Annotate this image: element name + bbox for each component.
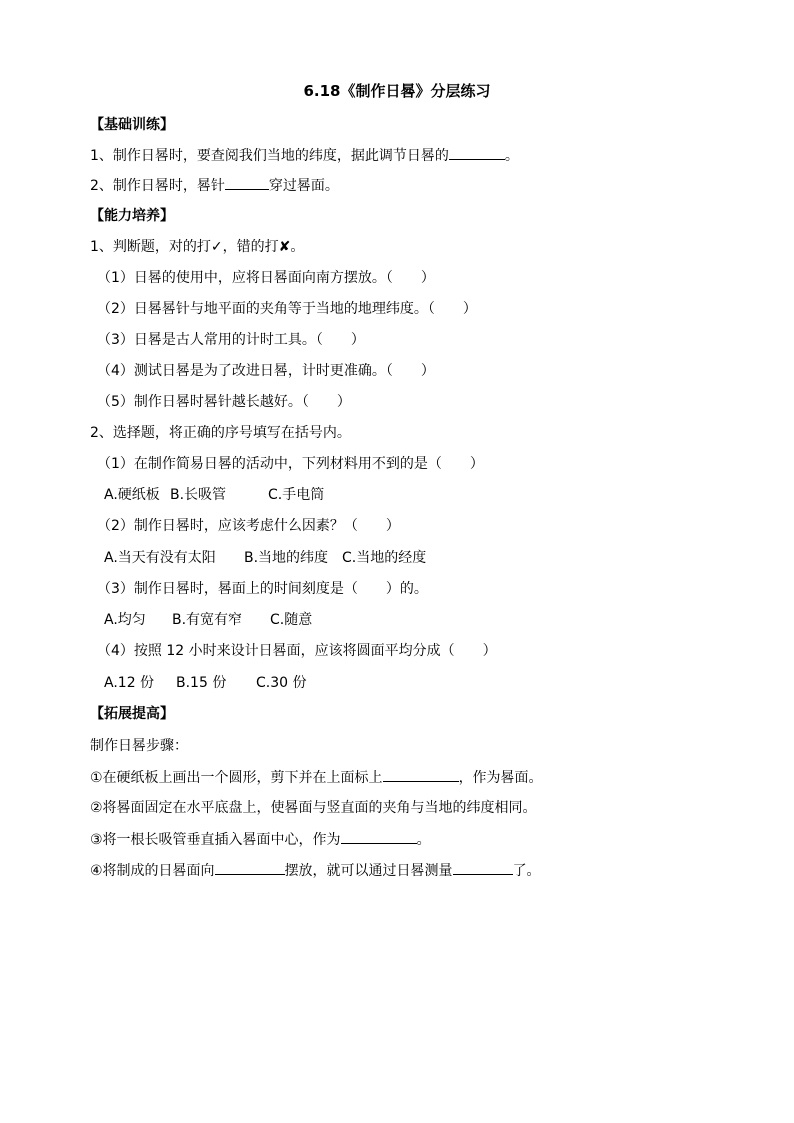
- mc-option: C.30 份: [256, 675, 307, 691]
- true-false-item: （1）日晷的使用中，应将日晷面向南方摆放。（ ）: [97, 270, 435, 286]
- steps-intro: 制作日晷步骤：: [90, 738, 188, 754]
- page-title: 6.18《制作日晷》分层练习: [303, 82, 491, 100]
- mc-option: B.当地的纬度: [244, 550, 329, 566]
- mc-option: B.15 份: [176, 675, 227, 691]
- answer-blank[interactable]: [453, 860, 513, 875]
- step-2: ②将晷面固定在水平底盘上，使晷面与竖直面的夹角与当地的纬度相同。: [90, 800, 537, 816]
- multiple-choice-title: 2、选择题，将正确的序号填写在括号内。: [90, 425, 351, 441]
- mc-options: [104, 610, 312, 630]
- answer-blank[interactable]: [215, 860, 285, 875]
- mc-option: A.均匀: [104, 612, 146, 628]
- mc-option: C.随意: [270, 612, 313, 628]
- mc-option: A.当天有没有太阳: [104, 550, 216, 566]
- mc-question: （3）制作日晷时，晷面上的时间刻度是（ ）的。: [97, 581, 428, 597]
- true-false-item: （3）日晷是古人常用的计时工具。（ ）: [97, 332, 365, 348]
- step-1: ①在硬纸板上画出一个圆形，剪下并在上面标上 ，作为晷面。: [90, 767, 543, 788]
- answer-blank[interactable]: [341, 829, 417, 844]
- true-false-title: 1、判断题，对的打✓，错的打✘。: [90, 239, 305, 255]
- answer-blank[interactable]: [383, 767, 459, 782]
- mc-option: C.当地的经度: [342, 550, 427, 566]
- section-heading-ability: 【能力培养】: [90, 208, 174, 224]
- mc-option: A.硬纸板: [104, 487, 160, 503]
- answer-blank[interactable]: [449, 145, 505, 160]
- true-false-item: （5）制作日晷时晷针越长越好。（ ）: [97, 394, 351, 410]
- answer-blank[interactable]: [225, 175, 269, 190]
- step-4: ④将制成的日晷面向 摆放，就可以通过日晷测量 了。: [90, 860, 541, 881]
- mc-options: [104, 673, 307, 693]
- mc-option: A.12 份: [104, 675, 155, 691]
- mc-question: （2）制作日晷时，应该考虑什么因素？（ ）: [97, 518, 400, 534]
- mc-options: [104, 485, 324, 505]
- section-heading-basic: 【基础训练】: [90, 117, 174, 133]
- true-false-item: （4）测试日晷是为了改进日晷，计时更准确。（ ）: [97, 363, 435, 379]
- step-3: ③将一根长吸管垂直插入晷面中心，作为 。: [90, 829, 431, 850]
- mc-option: C.手电筒: [268, 487, 325, 503]
- true-false-item: （2）日晷晷针与地平面的夹角等于当地的地理纬度。（ ）: [97, 301, 477, 317]
- mc-options: [104, 548, 426, 568]
- section-heading-extend: 【拓展提高】: [90, 706, 174, 722]
- basic-question-1: 1、制作日晷时，要查阅我们当地的纬度，据此调节日晷的 。: [90, 145, 519, 166]
- mc-question: （4）按照 12 小时来设计日晷面，应该将圆面平均分成（ ）: [97, 643, 497, 659]
- basic-question-2: 2、制作日晷时，晷针 穿过晷面。: [90, 175, 339, 196]
- mc-option: B.有宽有窄: [172, 612, 243, 628]
- mc-option: B.长吸管: [170, 487, 227, 503]
- mc-question: （1）在制作简易日晷的活动中，下列材料用不到的是（ ）: [97, 456, 484, 472]
